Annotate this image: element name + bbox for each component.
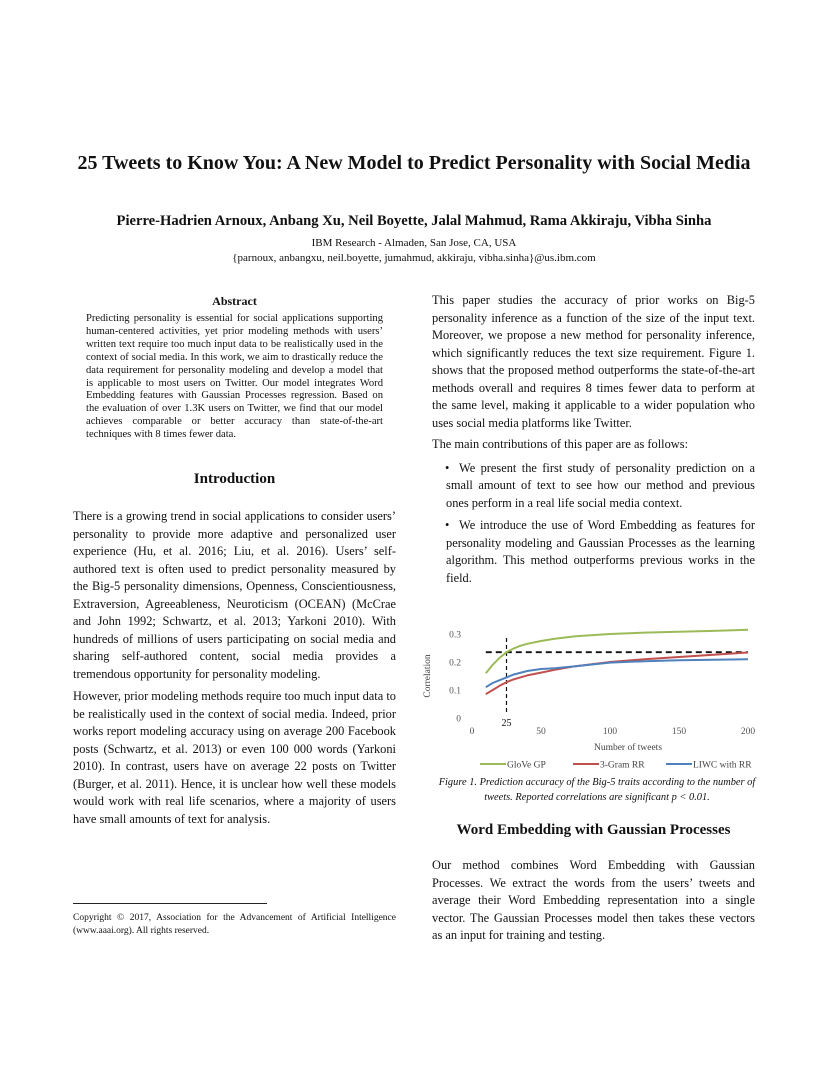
author-list: Pierre-Hadrien Arnoux, Anbang Xu, Neil Boyette, Jalal Mahmud, Rama Akkiraju, Vibha Sinha <box>116 213 712 229</box>
reference-vline-label: 25 <box>501 718 512 729</box>
contribution-item <box>446 460 755 513</box>
legend-label: 3-Gram RR <box>600 760 645 771</box>
author-emails: {parnoux, anbangxu, neil.boyette, jumahmud, akkiraju, vibha.sinha}@us.ibm.com <box>232 252 596 264</box>
right-paragraph-1: This paper studies the accuracy of prior works on Big-5 personality inference as a function of the size of the input text. Moreover, we propose a new method for personality inference, which significantly reduces the text size requirement. Figure 1. shows that the proposed method outperforms the state-of-the-art methods overall and requires 8 times fewer data to perform at the same level, making it applicable to a wider population who uses social media platforms like Twitter. <box>432 293 755 430</box>
y-axis-label: Correlation <box>423 654 433 698</box>
footnote-rule <box>73 903 267 904</box>
x-tick-label: 100 <box>602 727 618 737</box>
contribution-list <box>432 460 755 588</box>
correlation-chart <box>418 620 766 776</box>
word-embedding-heading: Word Embedding with Gaussian Processes <box>456 822 731 838</box>
x-tick-label: 50 <box>536 727 546 737</box>
series-line-liwc-with-rr <box>486 659 748 687</box>
legend-label: LIWC with RR <box>693 760 752 771</box>
left-column <box>73 294 396 828</box>
y-tick-label: 0.2 <box>449 658 461 669</box>
right-column <box>432 292 755 592</box>
contribution-text: We present the first study of personality prediction on a small amount of text to see how our method and previous ones perform in a real life social media context. <box>446 460 755 510</box>
x-axis-label: Number of tweets <box>593 743 663 753</box>
series-line-3-gram-rr <box>486 653 748 695</box>
x-tick-label: 150 <box>671 727 687 737</box>
introduction-paragraph-1: There is a growing trend in social applications to consider users’ personality to provide more adaptive and personalized user experience (Hu, et al. 2016; Liu, et al. 2016). Users’ self-authored text is often used to predict personality measured by the Big-5 personality dimensions, Openness, Conscientiousness, Extraversion, Agreeableness, Neuroticism (OCEAN) (McCrae and John 1992; Schwartz, et al. 2013; Yarkoni 2010). With hundreds of millions of users participating on social media and sharing self-authored content, social media provides a tremendous opportunity for personality modeling. <box>73 509 396 681</box>
affiliation-block <box>60 236 768 266</box>
copyright-text: Copyright © 2017, Association for the Advancement of Artificial Intelligence (www.aaai.org). All rights reserved. <box>73 913 396 936</box>
contributions-intro: The main contributions of this paper are as follows: <box>432 437 689 451</box>
legend-label: GloVe GP <box>507 760 546 771</box>
introduction-heading: Introduction <box>193 471 276 488</box>
y-tick-label: 0 <box>456 714 461 725</box>
word-embedding-paragraph: Our method combines Word Embedding with Gaussian Processes. We extract the words from the users’ tweets and average their Word Embedding representation into a single vector. The Gaussian Processes model then takes these vectors as an input for training and testing. <box>432 858 755 942</box>
abstract-heading: Abstract <box>212 294 257 308</box>
paper-title: 25 Tweets to Know You: A New Model to Predict Personality with Social Media <box>77 152 751 174</box>
x-tick-label: 0 <box>469 727 475 737</box>
abstract-text: Predicting personality is essential for social applications supporting human-centered activities, yet prior modeling methods with users’ written text require too much input data to be realistically used in the context of social media. In this work, we aim to drastically reduce the data requirement for personality modeling and develop a model that is applicable to most users on Twitter. Our model integrates Word Embedding features with Gaussian Processes regression. Based on the evaluation of over 1.3K users on Twitter, we find that our model achieves comparable or better accuracy than state-of-the-art techniques with 8 times fewer data. <box>86 313 383 441</box>
y-tick-label: 0.3 <box>449 630 461 641</box>
contribution-item <box>446 517 755 587</box>
bullet-icon: • <box>445 460 450 475</box>
copyright-footnote <box>73 903 396 937</box>
x-tick-label: 200 <box>740 727 756 737</box>
bullet-icon: • <box>445 518 450 532</box>
introduction-paragraph-2: However, prior modeling methods require too much input data to be realistically used in the context of social media. Indeed, prior works report modeling accuracy using on average 200 Facebook posts (Schwartz, et al. 2013) or even 100 000 words (Yarkoni 2010). In contrast, users have on average 22 posts on Twitter (Burger, et al. 2011). Hence, it is unclear how well these models would work with real life scenarios, where a majority of users have small amounts of text for analysis. <box>73 689 396 826</box>
figure-caption: Figure 1. Prediction accuracy of the Big-5 traits according to the number of tweets. Reported correlations are significant p < 0.01. <box>438 777 756 803</box>
y-tick-label: 0.1 <box>449 686 461 697</box>
affiliation: IBM Research - Almaden, San Jose, CA, USA <box>311 237 517 249</box>
contribution-text: We introduce the use of Word Embedding as features for personality modeling and Gaussian Processes as the learning algorithm. This method outperforms previous works in the field. <box>446 518 755 585</box>
